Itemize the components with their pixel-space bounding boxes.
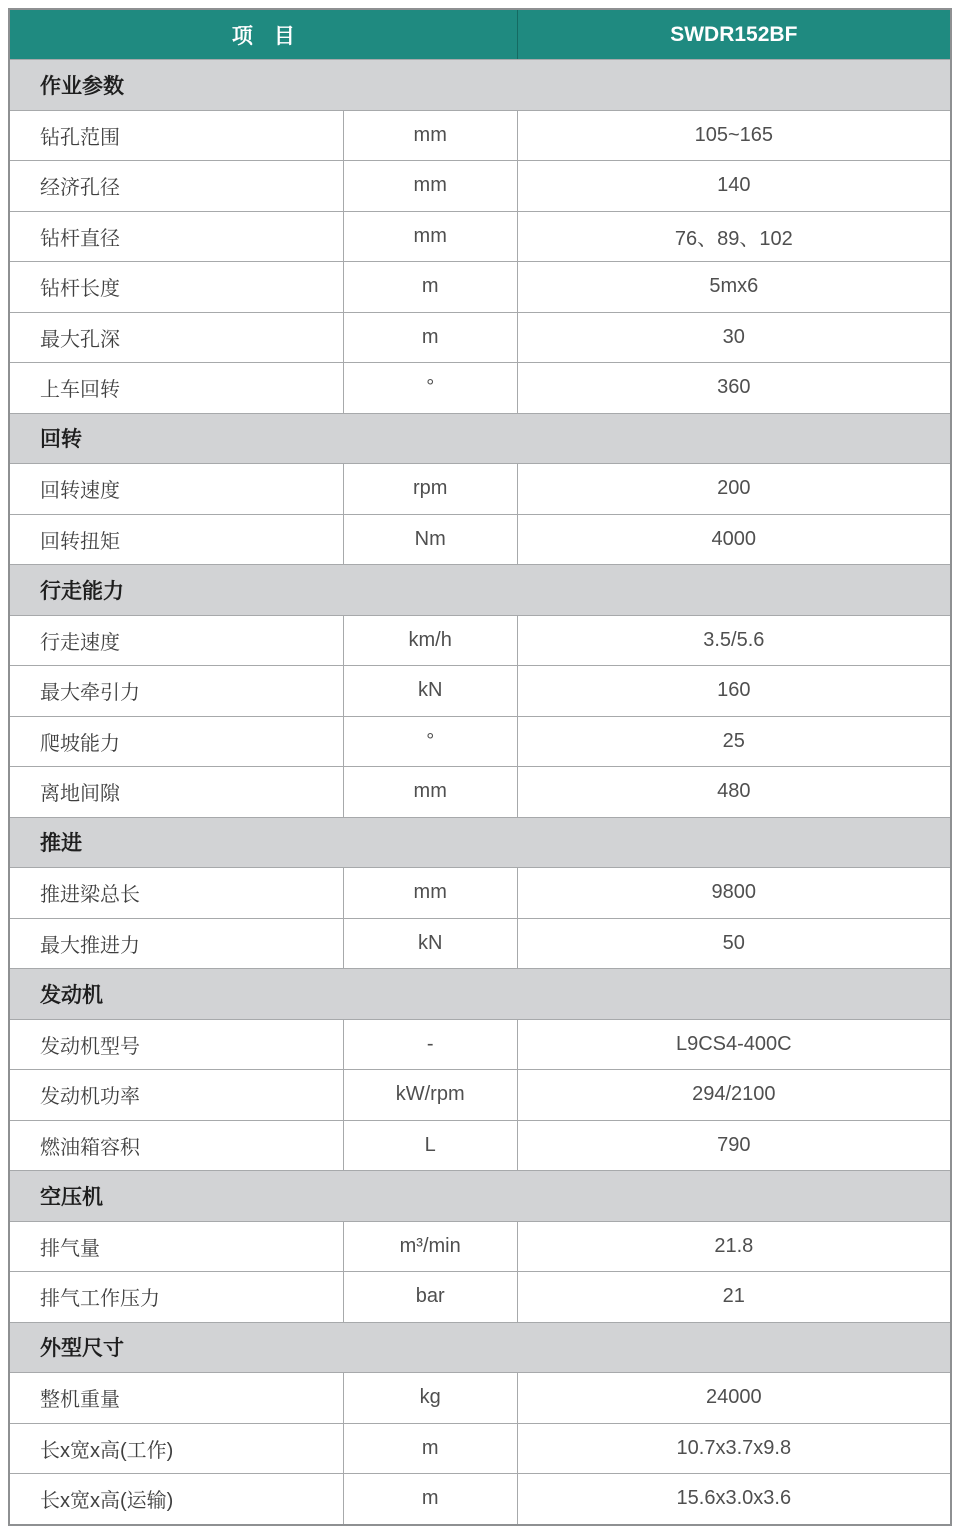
spec-row	[10, 110, 950, 161]
spec-name-cell: 排气量	[40, 1237, 100, 1260]
spec-unit-cell: mm	[343, 767, 517, 817]
spec-row	[10, 160, 950, 211]
spec-name-cell: 最大推进力	[40, 934, 140, 957]
spec-name-cell: 经济孔径	[40, 177, 120, 200]
spec-value-cell: 790	[517, 1121, 950, 1171]
spec-value-cell: 200	[517, 464, 950, 514]
spec-unit-cell: kN	[343, 666, 517, 716]
spec-name-cell: 行走速度	[40, 631, 120, 654]
section-title: 空压机	[40, 1185, 103, 1209]
spec-row	[10, 716, 950, 767]
spec-unit-cell: mm	[343, 212, 517, 262]
section-header	[10, 1322, 950, 1373]
spec-value-cell: 480	[517, 767, 950, 817]
spec-unit-cell: kN	[343, 919, 517, 969]
spec-value-cell: 140	[517, 161, 950, 211]
spec-value-cell: 9800	[517, 868, 950, 918]
spec-unit-cell: bar	[343, 1272, 517, 1322]
items-column-header: 项 目	[231, 24, 295, 48]
section-title: 推进	[40, 832, 82, 856]
section-title: 回转	[40, 428, 82, 452]
spec-unit-cell: mm	[343, 111, 517, 161]
spec-unit-cell: rpm	[343, 464, 517, 514]
spec-name-cell: 长x宽x高(工作)	[40, 1439, 174, 1462]
spec-value-cell: 15.6x3.0x3.6	[517, 1474, 950, 1524]
spec-unit-cell: Nm	[343, 515, 517, 565]
spec-value-cell: 160	[517, 666, 950, 716]
spec-unit-cell: km/h	[343, 616, 517, 666]
spec-unit-cell: L	[343, 1121, 517, 1171]
spec-unit-cell: m	[343, 1424, 517, 1474]
spec-value-cell: 21.8	[517, 1222, 950, 1272]
spec-unit-cell: -	[343, 1020, 517, 1070]
spec-unit-cell: mm	[343, 161, 517, 211]
spec-row	[10, 1120, 950, 1171]
section-header	[10, 817, 950, 868]
spec-row	[10, 1372, 950, 1423]
spec-row	[10, 514, 950, 565]
spec-value-cell: 4000	[517, 515, 950, 565]
spec-table	[8, 8, 952, 1526]
spec-value-cell: 24000	[517, 1373, 950, 1423]
table-header-row	[10, 10, 950, 59]
spec-name-cell: 钻杆直径	[40, 227, 120, 250]
spec-row	[10, 463, 950, 514]
section-header	[10, 968, 950, 1019]
spec-row	[10, 1271, 950, 1322]
spec-value-cell: L9CS4-400C	[517, 1020, 950, 1070]
spec-row	[10, 867, 950, 918]
spec-name-cell: 发动机功率	[40, 1086, 140, 1109]
section-title: 作业参数	[40, 74, 124, 98]
spec-name-cell: 离地间隙	[40, 783, 120, 806]
spec-name-cell: 长x宽x高(运输)	[40, 1490, 174, 1513]
model-column-header: SWDR152BF	[517, 10, 950, 59]
spec-row	[10, 1473, 950, 1524]
section-title: 行走能力	[40, 579, 124, 603]
section-header	[10, 413, 950, 464]
spec-unit-cell: kg	[343, 1373, 517, 1423]
spec-value-cell: 3.5/5.6	[517, 616, 950, 666]
spec-row	[10, 362, 950, 413]
spec-row	[10, 1069, 950, 1120]
spec-row	[10, 1019, 950, 1070]
spec-value-cell: 76、89、102	[517, 212, 950, 262]
spec-name-cell: 发动机型号	[40, 1035, 140, 1058]
spec-value-cell: 10.7x3.7x9.8	[517, 1424, 950, 1474]
spec-unit-cell: kW/rpm	[343, 1070, 517, 1120]
spec-name-cell: 最大孔深	[40, 328, 120, 351]
spec-row	[10, 312, 950, 363]
section-title: 外型尺寸	[40, 1337, 124, 1361]
spec-unit-cell: m³/min	[343, 1222, 517, 1272]
spec-name-cell: 排气工作压力	[40, 1288, 160, 1311]
spec-unit-cell: m	[343, 262, 517, 312]
spec-row	[10, 261, 950, 312]
spec-value-cell: 360	[517, 363, 950, 413]
spec-value-cell: 5mx6	[517, 262, 950, 312]
spec-row	[10, 766, 950, 817]
spec-unit-cell: m	[343, 1474, 517, 1524]
spec-name-cell: 回转扭矩	[40, 530, 120, 553]
spec-name-cell: 钻孔范围	[40, 126, 120, 149]
spec-value-cell: 30	[517, 313, 950, 363]
spec-row	[10, 211, 950, 262]
spec-row	[10, 615, 950, 666]
spec-value-cell: 21	[517, 1272, 950, 1322]
spec-row	[10, 1221, 950, 1272]
spec-name-cell: 燃油箱容积	[40, 1136, 140, 1159]
spec-value-cell: 50	[517, 919, 950, 969]
spec-unit-cell: m	[343, 313, 517, 363]
spec-name-cell: 钻杆长度	[40, 278, 120, 301]
spec-name-cell: 回转速度	[40, 480, 120, 503]
section-title: 发动机	[40, 983, 103, 1007]
spec-row	[10, 665, 950, 716]
spec-row	[10, 918, 950, 969]
spec-name-cell: 上车回转	[40, 379, 120, 402]
spec-value-cell: 105~165	[517, 111, 950, 161]
section-header	[10, 1170, 950, 1221]
spec-row	[10, 1423, 950, 1474]
spec-unit-cell: mm	[343, 868, 517, 918]
spec-name-cell: 推进梁总长	[40, 884, 140, 907]
spec-name-cell: 整机重量	[40, 1389, 120, 1412]
spec-name-cell: 爬坡能力	[40, 732, 120, 755]
section-header	[10, 564, 950, 615]
table-body	[10, 59, 950, 1524]
spec-value-cell: 294/2100	[517, 1070, 950, 1120]
spec-unit-cell: °	[343, 717, 517, 767]
spec-name-cell: 最大牵引力	[40, 682, 140, 705]
spec-value-cell: 25	[517, 717, 950, 767]
spec-unit-cell: °	[343, 363, 517, 413]
section-header	[10, 59, 950, 110]
